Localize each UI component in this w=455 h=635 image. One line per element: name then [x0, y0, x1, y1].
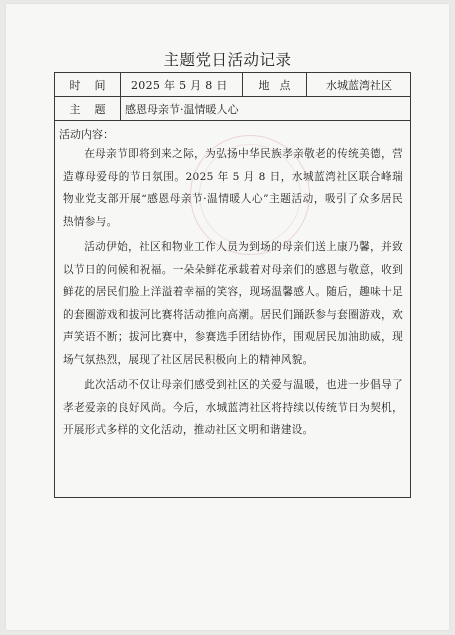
paragraph-1: 在母亲节即将到来之际，为弘扬中华民族孝亲敬老的传统美德，营造尊母爱母的节日氛围。2025 年 5 月 8 日，水城蓝湾社区联合峰瑞物业党支部开展“感恩母亲节·温情暖人心”主题活动，吸引了众多居民热情参与。	[63, 148, 403, 228]
time-value: 2025 年 5 月 8 日	[121, 73, 243, 96]
theme-label: 主题	[55, 97, 121, 120]
theme-value: 感恩母亲节·温情暖人心	[125, 102, 239, 116]
time-location-row	[55, 73, 410, 97]
paragraph-2: 活动伊始，社区和物业工作人员为到场的母亲们送上康乃馨，并致以节日的问候和祝福。一朵朵鲜花承载着对母亲们的感恩与敬意，收到鲜花的居民们脸上洋溢着幸福的笑容，现场温馨感人。随后，趣味十足的套圈游戏和拔河比赛将活动推向高潮。居民们踊跃参与套圈游戏，欢声笑语不断；拔河比赛中，参赛选手团结协作，围观居民加油助威，现场气氛热烈，展现了社区居民积极向上的精神风貌。	[63, 241, 403, 366]
content-body	[63, 143, 403, 445]
content-heading: 活动内容：	[59, 128, 114, 141]
record-table	[54, 72, 411, 498]
theme-row	[55, 97, 410, 121]
location-value: 水城蓝湾社区	[326, 78, 392, 92]
location-label: 地点	[243, 73, 307, 96]
time-label: 时间	[55, 73, 121, 96]
page-title: 主题党日活动记录	[163, 51, 292, 69]
paragraph-3: 此次活动不仅让母亲们感受到社区的关爱与温暖，也进一步倡导了孝老爱亲的良好风尚。今后，水城蓝湾社区将持续以传统节日为契机，开展形式多样的文化活动，推动社区文明和谐建设。	[63, 379, 403, 436]
